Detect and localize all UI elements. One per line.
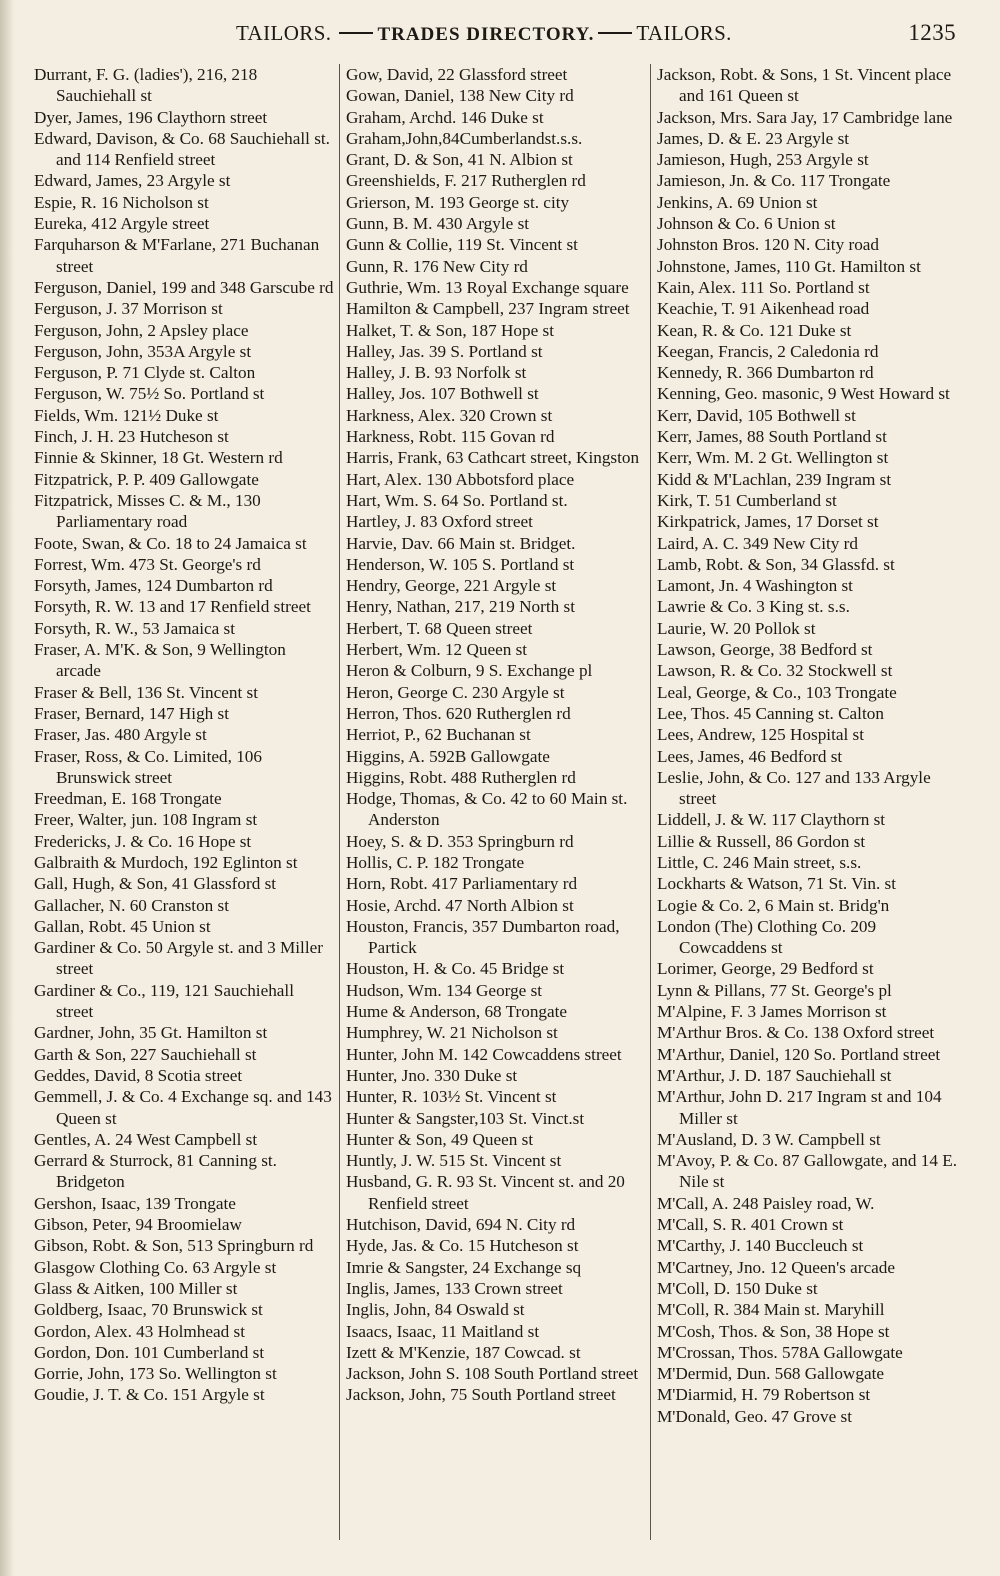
directory-entry: M'Arthur, Daniel, 120 So. Portland street [657, 1044, 941, 1064]
header-title: TRADES DIRECTORY. [377, 24, 595, 45]
directory-entry: Kain, Alex. 111 So. Portland st [657, 277, 870, 297]
directory-entry: Fraser, A. M'K. & Son, 9 Wellington arcade [34, 640, 286, 681]
directory-entry: Ferguson, John, 2 Apsley place [34, 320, 249, 340]
directory-entry: Ferguson, W. 75½ So. Portland st [34, 384, 265, 404]
directory-entry: M'Arthur, J. D. 187 Sauchiehall st [657, 1065, 892, 1085]
directory-entry: Ferguson, P. 71 Clyde st. Calton [34, 363, 256, 383]
directory-entry: M'Crossan, Thos. 578A Gallowgate [657, 1342, 903, 1362]
directory-entry: Gunn, R. 176 New City rd [346, 256, 528, 276]
directory-entry: Fitzpatrick, Misses C. & M., 130 Parliamentary road [34, 490, 261, 532]
directory-entry: Kerr, Wm. M. 2 Gt. Wellington st [657, 448, 889, 468]
directory-entry: M'Call, S. R. 401 Crown st [657, 1215, 844, 1235]
directory-entry: Harris, Frank, 63 Cathcart street, Kingston [346, 448, 640, 468]
directory-entry: Hendry, George, 221 Argyle st [346, 576, 557, 596]
directory-entry: Lamont, Jn. 4 Washington st [657, 576, 853, 596]
directory-entry: Hollis, C. P. 182 Trongate [346, 852, 525, 872]
directory-entry: Fields, Wm. 121½ Duke st [34, 405, 219, 425]
directory-entry: Herbert, Wm. 12 Queen st [346, 640, 528, 660]
directory-entry: Hartley, J. 83 Oxford street [346, 512, 533, 532]
directory-entry: Hoey, S. & D. 353 Springburn rd [346, 831, 574, 851]
directory-entry: Huntly, J. W. 515 St. Vincent st [346, 1151, 562, 1171]
directory-entry: Logie & Co. 2, 6 Main st. Bridg'n [657, 895, 890, 915]
directory-entry: Goldberg, Isaac, 70 Brunswick st [34, 1300, 263, 1320]
directory-entry: Horn, Robt. 417 Parliamentary rd [346, 874, 578, 894]
directory-entry: M'Carthy, J. 140 Buccleuch st [657, 1236, 864, 1256]
directory-entry: Gardiner & Co. 50 Argyle st. and 3 Miller street [34, 938, 323, 979]
directory-entry: Hart, Wm. S. 64 So. Portland st. [346, 490, 568, 510]
directory-entry: M'Ausland, D. 3 W. Campbell st [657, 1129, 881, 1149]
directory-entry: Isaacs, Isaac, 11 Maitland st [346, 1321, 540, 1341]
directory-entry: Husband, G. R. 93 St. Vincent st. and 20 Renfield street [346, 1172, 625, 1213]
directory-entry: Forsyth, James, 124 Dumbarton rd [34, 576, 273, 596]
directory-entry: Houston, H. & Co. 45 Bridge st [346, 959, 565, 979]
directory-entry: Ferguson, J. 37 Morrison st [34, 299, 223, 319]
directory-entry: Hume & Anderson, 68 Trongate [346, 1002, 568, 1022]
directory-entry: Lees, Andrew, 125 Hospital st [657, 725, 865, 745]
page-binding-shadow [0, 0, 14, 1576]
directory-entry: Johnston Bros. 120 N. City road [657, 235, 880, 255]
directory-entry: Grant, D. & Son, 41 N. Albion st [346, 150, 573, 170]
directory-entry: Lees, James, 46 Bedford st [657, 746, 843, 766]
directory-entry: Greenshields, F. 217 Rutherglen rd [346, 171, 586, 191]
directory-entry: Gibson, Robt. & Son, 513 Springburn rd [34, 1236, 314, 1256]
directory-entry: Fredericks, J. & Co. 16 Hope st [34, 831, 252, 851]
directory-entry: Hart, Alex. 130 Abbotsford place [346, 469, 575, 489]
directory-entry: Gallacher, N. 60 Cranston st [34, 895, 230, 915]
directory-entry: Espie, R. 16 Nicholson st [34, 192, 209, 212]
directory-entry: Lockharts & Watson, 71 St. Vin. st [657, 874, 897, 894]
directory-entry: Gordon, Alex. 43 Holmhead st [34, 1321, 245, 1341]
directory-entry: Halley, J. B. 93 Norfolk st [346, 363, 527, 383]
directory-entry: Herbert, T. 68 Queen street [346, 618, 533, 638]
directory-entry: Edward, Davison, & Co. 68 Sauchiehall st. and 114 Renfield street [34, 128, 330, 170]
directory-entry: Hudson, Wm. 134 George st [346, 980, 543, 1000]
directory-entry: Halley, Jos. 107 Bothwell st [346, 384, 539, 404]
directory-entry: Kerr, David, 105 Bothwell st [657, 405, 856, 425]
directory-entry: Leal, George, & Co., 103 Trongate [657, 682, 897, 702]
directory-entry: Gardiner & Co., 119, 121 Sauchiehall street [34, 980, 294, 1022]
directory-entry: Hosie, Archd. 47 North Albion st [346, 895, 574, 915]
directory-entry: Gardner, John, 35 Gt. Hamilton st [34, 1023, 268, 1043]
directory-entry: Imrie & Sangster, 24 Exchange sq [346, 1257, 582, 1277]
directory-entry: M'Call, A. 248 Paisley road, W. [657, 1193, 875, 1213]
directory-entry: Laird, A. C. 349 New City rd [657, 533, 858, 553]
directory-entry: Ferguson, John, 353A Argyle st [34, 341, 252, 361]
directory-entry: Izett & M'Kenzie, 187 Cowcad. st [346, 1342, 581, 1362]
directory-entry: Forsyth, R. W., 53 Jamaica st [34, 618, 235, 638]
directory-entry: Finnie & Skinner, 18 Gt. Western rd [34, 448, 283, 468]
directory-entry: Jackson, Robt. & Sons, 1 St. Vincent place and 161 Queen st [657, 65, 952, 106]
directory-entry: Gowan, Daniel, 138 New City rd [346, 86, 574, 106]
directory-entry: Forsyth, R. W. 13 and 17 Renfield street [34, 597, 311, 617]
directory-entry: Inglis, James, 133 Crown street [346, 1278, 563, 1298]
directory-entry: Kirkpatrick, James, 17 Dorset st [657, 512, 879, 532]
directory-entry: Forrest, Wm. 473 St. George's rd [34, 554, 261, 574]
directory-entry: Keegan, Francis, 2 Caledonia rd [657, 341, 879, 361]
directory-entry: Hunter, R. 103½ St. Vincent st [346, 1087, 557, 1107]
directory-entry: Hunter & Son, 49 Queen st [346, 1129, 534, 1149]
header-right: TAILORS. [636, 21, 732, 45]
directory-entry: Jackson, John, 75 South Portland street [346, 1385, 616, 1405]
running-header [236, 20, 956, 52]
directory-entry: Durrant, F. G. (ladies'), 216, 218 Sauchiehall st [34, 65, 258, 106]
directory-column-1 [34, 64, 334, 1406]
directory-entry: Edward, James, 23 Argyle st [34, 171, 231, 191]
directory-entry: Glass & Aitken, 100 Miller st [34, 1278, 238, 1298]
directory-entry: Kidd & M'Lachlan, 239 Ingram st [657, 469, 892, 489]
directory-entry: Freer, Walter, jun. 108 Ingram st [34, 810, 258, 830]
directory-entry: Gall, Hugh, & Son, 41 Glassford st [34, 874, 277, 894]
directory-entry: Gallan, Robt. 45 Union st [34, 916, 211, 936]
directory-entry: Lamb, Robt. & Son, 34 Glassfd. st [657, 554, 895, 574]
directory-entry: M'Cartney, Jno. 12 Queen's arcade [657, 1257, 895, 1277]
directory-entry: Johnstone, James, 110 Gt. Hamilton st [657, 256, 921, 276]
directory-entry: Fraser & Bell, 136 St. Vincent st [34, 682, 258, 702]
directory-entry: Gunn, B. M. 430 Argyle st [346, 214, 530, 234]
directory-entry: Leslie, John, & Co. 127 and 133 Argyle street [657, 767, 931, 809]
directory-entry: Heron & Colburn, 9 S. Exchange pl [346, 661, 593, 681]
directory-entry: Herriot, P., 62 Buchanan st [346, 725, 531, 745]
directory-entry: Higgins, Robt. 488 Rutherglen rd [346, 767, 576, 787]
directory-entry: Garth & Son, 227 Sauchiehall st [34, 1044, 257, 1064]
directory-entry: Kerr, James, 88 South Portland st [657, 427, 887, 447]
directory-entry: Hutchison, David, 694 N. City rd [346, 1215, 576, 1235]
directory-entry: Geddes, David, 8 Scotia street [34, 1065, 243, 1085]
directory-entry: Glasgow Clothing Co. 63 Argyle st [34, 1257, 277, 1277]
page-number: 1235 [908, 20, 956, 45]
directory-entry: Freedman, E. 168 Trongate [34, 789, 222, 809]
directory-entry: Kirk, T. 51 Cumberland st [657, 490, 837, 510]
directory-entry: Harkness, Alex. 320 Crown st [346, 405, 553, 425]
directory-entry: Johnson & Co. 6 Union st [657, 214, 836, 234]
directory-entry: Goudie, J. T. & Co. 151 Argyle st [34, 1385, 265, 1405]
directory-entry: Henderson, W. 105 S. Portland st [346, 554, 575, 574]
directory-entry: M'Avoy, P. & Co. 87 Gallowgate, and 14 E. Nile st [657, 1151, 958, 1192]
directory-entry: Hyde, Jas. & Co. 15 Hutcheson st [346, 1236, 579, 1256]
header-left: TAILORS. [236, 21, 332, 45]
directory-entry: Gibson, Peter, 94 Broomielaw [34, 1215, 242, 1235]
directory-column-2 [346, 64, 644, 1406]
directory-entry: Gentles, A. 24 West Campbell st [34, 1129, 258, 1149]
directory-entry: M'Donald, Geo. 47 Grove st [657, 1406, 852, 1426]
directory-entry: M'Coll, D. 150 Duke st [657, 1278, 818, 1298]
directory-entry: Harvie, Dav. 66 Main st. Bridget. [346, 533, 576, 553]
directory-entry: Farquharson & M'Farlane, 271 Buchanan street [34, 235, 320, 276]
directory-entry: Jamieson, Hugh, 253 Argyle st [657, 150, 869, 170]
directory-entry: Houston, Francis, 357 Dumbarton road, Partick [346, 916, 620, 958]
directory-entry: Gordon, Don. 101 Cumberland st [34, 1342, 265, 1362]
directory-entry: Graham, Archd. 146 Duke st [346, 107, 544, 127]
directory-entry: London (The) Clothing Co. 209 Cowcaddens st [657, 916, 877, 958]
directory-entry: Foote, Swan, & Co. 18 to 24 Jamaica st [34, 533, 307, 553]
directory-entry: Humphrey, W. 21 Nicholson st [346, 1023, 558, 1043]
directory-entry: Dyer, James, 196 Claythorn street [34, 107, 268, 127]
header-dash [339, 32, 373, 34]
directory-entry: M'Coll, R. 384 Main st. Maryhill [657, 1300, 885, 1320]
directory-entry: Lawson, George, 38 Bedford st [657, 640, 873, 660]
directory-entry: Jackson, Mrs. Sara Jay, 17 Cambridge lane [657, 107, 953, 127]
directory-column-3 [657, 64, 959, 1427]
directory-entry: Grierson, M. 193 George st. city [346, 192, 570, 212]
directory-entry: Keachie, T. 91 Aikenhead road [657, 299, 870, 319]
directory-entry: M'Arthur, John D. 217 Ingram st and 104 Miller st [657, 1087, 942, 1128]
directory-entry: Herron, Thos. 620 Rutherglen rd [346, 703, 571, 723]
directory-entry: Harkness, Robt. 115 Govan rd [346, 427, 555, 447]
directory-entry: James, D. & E. 23 Argyle st [657, 128, 850, 148]
directory-entry: M'Alpine, F. 3 James Morrison st [657, 1002, 887, 1022]
directory-entry: Hunter & Sangster,103 St. Vinct.st [346, 1108, 585, 1128]
directory-entry: Hodge, Thomas, & Co. 42 to 60 Main st. Anderston [346, 789, 628, 830]
directory-entry: Fraser, Bernard, 147 High st [34, 703, 230, 723]
directory-entry: Hunter, Jno. 330 Duke st [346, 1065, 518, 1085]
directory-entry: Fraser, Ross, & Co. Limited, 106 Brunswick street [34, 746, 262, 787]
directory-entry: Lawrie & Co. 3 King st. s.s. [657, 597, 850, 617]
directory-entry: Lillie & Russell, 86 Gordon st [657, 831, 866, 851]
directory-entry: Gorrie, John, 173 So. Wellington st [34, 1364, 277, 1384]
directory-entry: Laurie, W. 20 Pollok st [657, 618, 816, 638]
directory-entry: Kean, R. & Co. 121 Duke st [657, 320, 852, 340]
directory-entry: Lynn & Pillans, 77 St. George's pl [657, 980, 892, 1000]
directory-entry: Hamilton & Campbell, 237 Ingram street [346, 299, 630, 319]
directory-entry: Hunter, John M. 142 Cowcaddens street [346, 1044, 622, 1064]
directory-entry: Gerrard & Sturrock, 81 Canning st. Bridgeton [34, 1151, 277, 1192]
directory-entry: Lorimer, George, 29 Bedford st [657, 959, 874, 979]
directory-entry: Lawson, R. & Co. 32 Stockwell st [657, 661, 893, 681]
directory-entry: Galbraith & Murdoch, 192 Eglinton st [34, 852, 298, 872]
directory-entry: Gershon, Isaac, 139 Trongate [34, 1193, 236, 1213]
directory-entry: Gunn & Collie, 119 St. Vincent st [346, 235, 578, 255]
directory-entry: M'Diarmid, H. 79 Robertson st [657, 1385, 871, 1405]
directory-entry: Jackson, John S. 108 South Portland street [346, 1364, 639, 1384]
directory-entry: Heron, George C. 230 Argyle st [346, 682, 565, 702]
directory-entry: Finch, J. H. 23 Hutcheson st [34, 427, 229, 447]
directory-entry: Inglis, John, 84 Oswald st [346, 1300, 525, 1320]
directory-entry: Ferguson, Daniel, 199 and 348 Garscube rd [34, 277, 334, 297]
column-divider [650, 64, 651, 1540]
directory-entry: Eureka, 412 Argyle street [34, 214, 210, 234]
directory-entry: Jamieson, Jn. & Co. 117 Trongate [657, 171, 891, 191]
directory-entry: Guthrie, Wm. 13 Royal Exchange square [346, 277, 629, 297]
directory-entry: Graham,John,84Cumberlandst.s.s. [346, 128, 583, 148]
directory-entry: Kenning, Geo. masonic, 9 West Howard st [657, 384, 950, 404]
header-dash [598, 32, 632, 34]
directory-entry: M'Arthur Bros. & Co. 138 Oxford street [657, 1023, 935, 1043]
directory-entry: Gemmell, J. & Co. 4 Exchange sq. and 143 Queen st [34, 1087, 332, 1128]
directory-entry: Henry, Nathan, 217, 219 North st [346, 597, 575, 617]
directory-entry: Fraser, Jas. 480 Argyle st [34, 725, 207, 745]
directory-entry: Kennedy, R. 366 Dumbarton rd [657, 363, 874, 383]
directory-entry: Halley, Jas. 39 S. Portland st [346, 341, 543, 361]
directory-entry: Liddell, J. & W. 117 Claythorn st [657, 810, 886, 830]
directory-entry: Fitzpatrick, P. P. 409 Gallowgate [34, 469, 259, 489]
directory-entry: Jenkins, A. 69 Union st [657, 192, 818, 212]
directory-entry: M'Dermid, Dun. 568 Gallowgate [657, 1364, 884, 1384]
directory-entry: Halket, T. & Son, 187 Hope st [346, 320, 554, 340]
directory-entry: Little, C. 246 Main street, s.s. [657, 852, 862, 872]
directory-entry: Higgins, A. 592B Gallowgate [346, 746, 550, 766]
directory-entry: Lee, Thos. 45 Canning st. Calton [657, 703, 884, 723]
directory-entry: Gow, David, 22 Glassford street [346, 65, 568, 84]
column-divider [339, 64, 340, 1540]
directory-entry: M'Cosh, Thos. & Son, 38 Hope st [657, 1321, 890, 1341]
